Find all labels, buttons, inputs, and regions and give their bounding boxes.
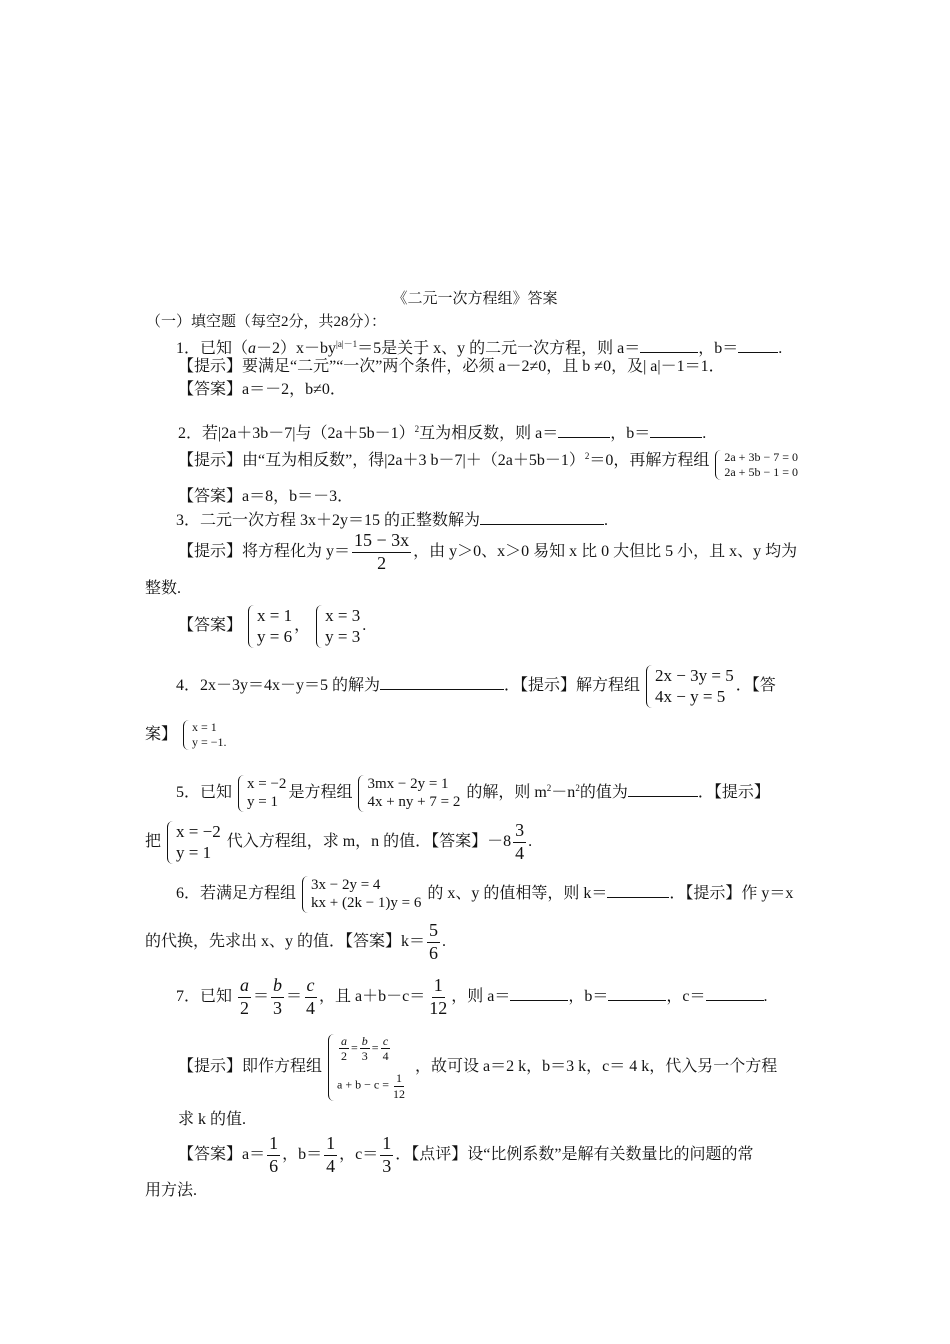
answer-blank[interactable] <box>607 883 669 898</box>
question-6: 6．若满足方程组 3x − 2y = 4 kx + (2k − 1)y = 6 的 x、y 的值相等，则 k＝ ．【提示】作 y＝x <box>176 876 794 912</box>
hint-7: 【提示】即作方程组 $\frac{a}{2}$ = $\frac{b}{3}$ = $\frac{c}{4}$ a + b − c = $\frac{1}{12}$ ，故可设 a＝2 k，b＝3 k，c＝ 4 k，代入另一个方程 <box>178 1033 778 1101</box>
fraction: $\frac{3}{4}$ <box>515 820 525 863</box>
answer-7: 【答案】a＝ $\frac{1}{6}$ ，b＝ $\frac{1}{4}$ ，c＝ $\frac{1}{3}$ ．【点评】设“比例系数”是解有关数量比的问题的常 <box>178 1133 754 1176</box>
given-solution: x = −2 y = 1 <box>238 775 286 813</box>
review-cont: 用方法. <box>145 1182 198 1199</box>
equation-system: 3mx − 2y = 1 4x + ny + 7 = 2 <box>358 775 460 813</box>
equation-system: 3x − 2y = 4 kx + (2k − 1)y = 6 <box>302 876 421 914</box>
answer-blank[interactable] <box>480 510 604 525</box>
hint-2: 【提示】由“互为相反数”，得|2a＋3 $b-7|+(2a+5b-1)^2=0$，再解方程组 2a + 3b − 7 = 0 2a + 5b − 1 = 0 <box>178 450 798 480</box>
question-5: 5．已知 x = −2 y = 1 是方程组 3mx − 2y = 1 4x + ny + 7 = 2 的解，则 $m^2-n^2$的值为 ．【提示】 <box>176 775 770 811</box>
solution-system: x = 1 y = 6 <box>248 605 292 648</box>
substitution-system: x = −2 y = 1 <box>167 821 221 864</box>
solution-system: x = 3 y = 3 <box>316 605 360 648</box>
answer-blank[interactable] <box>380 675 504 690</box>
fraction: $\frac{5}{6}$ <box>429 920 439 963</box>
question-4: 4．2x－3y＝4x－y＝5 的解为 ．【提示】解方程组 2x − 3y = 5 4x − y = 5 ．【答 <box>176 666 776 707</box>
solution-system: x = 1 y = −1. <box>183 720 227 750</box>
answer-blank[interactable] <box>558 423 610 438</box>
question-1: 1．已知$(a-2)x-by^{|a|-1}=5$是关于 x、y 的二元一次方程，则 a＝ ，b＝ . <box>176 339 783 357</box>
fraction: $\frac{1}{4}$ <box>326 1133 336 1176</box>
equation-system: 2x − 3y = 5 4x − y = 5 <box>646 665 734 708</box>
answer-4: 案】 x = 1 y = −1. <box>145 720 227 750</box>
equation-system: 2a + 3b − 7 = 0 2a + 5b − 1 = 0 <box>715 450 798 480</box>
answer-1: 【答案】a＝－2，b≠0． <box>178 381 346 398</box>
answer-blank[interactable] <box>608 986 666 1001</box>
fraction: $\frac{15 - 3x}{2}$ <box>354 530 410 573</box>
answer-3: 【答案】 x = 1 y = 6 ， x = 3 y = 3 . <box>178 606 367 647</box>
question-3: 3．二元一次方程 3x＋2y＝15 的正整数解为 . <box>176 512 609 529</box>
equation-system: $\frac{a}{2}$ = $\frac{b}{3}$ = $\frac{c}{4}$ a + b − c = $\frac{1}{12}$ <box>328 1034 409 1102</box>
fraction: $\frac{c}{4}$ <box>306 975 316 1018</box>
hint-1: 【提示】要满足“二元”“一次”两个条件，必须 a－2≠0，且 b ≠0，及| a|－1＝1． <box>178 358 725 375</box>
fraction: $\frac{a}{2}$ <box>240 975 250 1018</box>
hint-3: 【提示】将方程化为 y＝ $\frac{15 - 3x}{2}$ ，由 y＞0、x＞0 易知 x 比 0 大但比 5 小，且 x、y 均为 <box>178 530 798 573</box>
section-heading: （一）填空题（每空2分，共28分）： <box>146 314 387 330</box>
answer-blank[interactable] <box>510 986 568 1001</box>
question-6-cont: 的代换，先求出 x、y 的值．【答案】k＝ $\frac{5}{6}$ . <box>145 920 447 963</box>
answer-blank[interactable] <box>706 986 764 1001</box>
answer-blank[interactable] <box>640 338 698 353</box>
question-7: 7．已知 $\frac{a}{2}$ ＝ $\frac{b}{3}$ ＝ $\frac{c}{4}$ ，且 a＋b－c＝ $\frac{1}{12}$ ，则 a＝ ，b＝ ，c＝ . <box>176 975 768 1018</box>
fraction: $\frac{1}{3}$ <box>382 1133 392 1176</box>
question-2: 2．若|2a＋3b－7|与$(2a+5b-1)^2$互为相反数，则 a＝ ，b＝ . <box>178 424 707 442</box>
answer-blank[interactable] <box>738 338 778 353</box>
fraction: $\frac{1}{12}$ <box>429 975 448 1018</box>
answer-blank[interactable] <box>650 423 702 438</box>
question-5-cont: 把 x = −2 y = 1 代入方程组，求 m，n 的值．【答案】－8 $\frac{3}{4}$ . <box>145 820 533 863</box>
hint-7-cont: 求 k 的值. <box>178 1111 247 1128</box>
hint-3-cont: 整数. <box>145 580 182 597</box>
fraction: $\frac{1}{6}$ <box>269 1133 279 1176</box>
page-title: 《二元一次方程组》答案 <box>392 291 558 307</box>
fraction: $\frac{b}{3}$ <box>273 975 283 1018</box>
answer-blank[interactable] <box>628 782 698 797</box>
answer-2: 【答案】a＝8，b＝－3． <box>178 488 354 505</box>
